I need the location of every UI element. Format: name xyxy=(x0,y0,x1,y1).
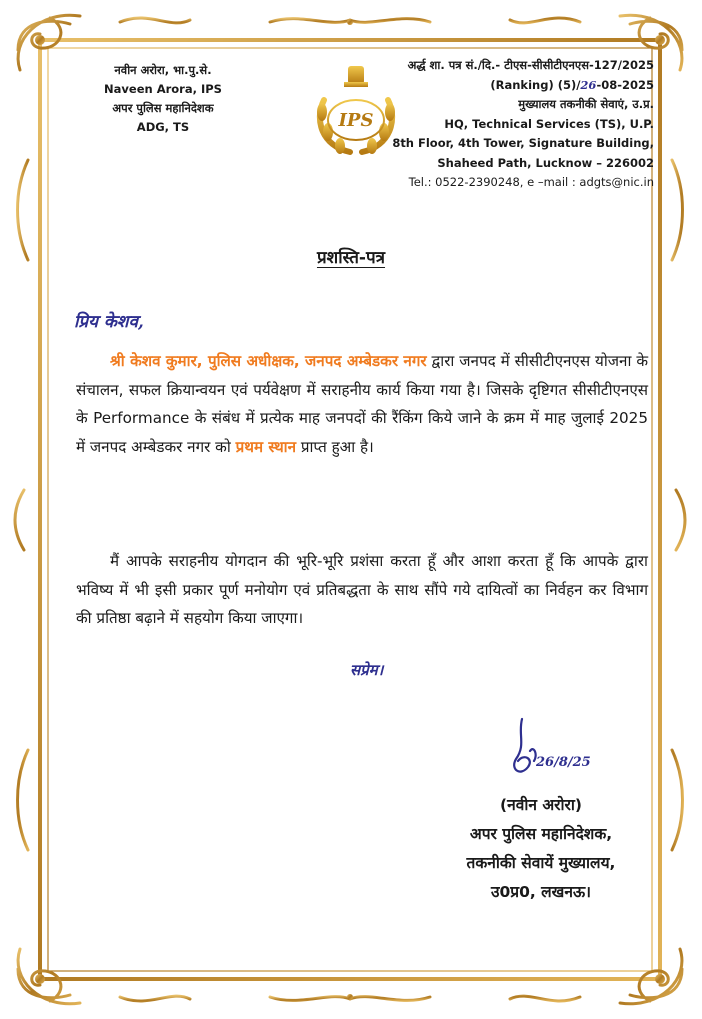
reference-line-2: (Ranking) (5)/26-08-2025 xyxy=(490,77,654,92)
address-line-2: HQ, Technical Services (TS), U.P. xyxy=(444,116,654,131)
signature-date: 26/8/25 xyxy=(536,755,591,770)
officer-block xyxy=(78,61,248,137)
officer-name-hindi: नवीन अरोरा, भा.पु.से. xyxy=(114,63,212,77)
reference-line-1: अर्द्ध शा. पत्र सं./दि.- टीएस-सीसीटीएनएस-127/2025 xyxy=(407,58,654,72)
address-line-4: Shaheed Path, Lucknow – 226002 xyxy=(437,155,654,170)
recipient-highlight: श्री केशव कुमार, पुलिस अधीक्षक, जनपद अम्बेडकर नगर xyxy=(110,352,427,370)
officer-name-english: Naveen Arora, IPS xyxy=(104,82,222,96)
body-paragraph-1: श्री केशव कुमार, पुलिस अधीक्षक, जनपद अम्बेडकर नगर द्वारा जनपद में सीसीटीएनएस योजना के संचालन, सफल क्रियान्वयन एवं पर्यवेक्षण में सराहनीय कार्य किया गया है। जिसके दृष्टिगत सीसीटीएनएस के Performance के संबंध में प्रत्येक माह जनपदों की रैंकिंग किये जाने के क्रम में माह जुलाई 2025 में जनपद अम्बेडकर नगर को प्रथम स्थान प्राप्त हुआ है। xyxy=(76,352,648,456)
signature-scribble xyxy=(500,715,600,785)
closing: सप्रेम। xyxy=(350,661,384,679)
signature xyxy=(500,715,600,785)
salutation: प्रिय केशव, xyxy=(74,312,144,332)
officer-designation-english: ADG, TS xyxy=(136,120,190,134)
officer-designation-hindi: अपर पुलिस महानिदेशक xyxy=(112,101,214,115)
signatory-office: तकनीकी सेवायें मुख्यालय, xyxy=(466,854,616,872)
signatory-designation: अपर पुलिस महानिदेशक, xyxy=(469,825,613,843)
signatory-name: (नवीन अरोरा) xyxy=(500,796,582,814)
reference-block xyxy=(392,56,654,193)
signatory-place: उ0प्र0, लखनऊ। xyxy=(490,883,591,901)
address-line-3: 8th Floor, 4th Tower, Signature Building, xyxy=(392,136,654,150)
rank-highlight: प्रथम स्थान xyxy=(235,437,297,456)
handwritten-date: 26 xyxy=(580,77,597,92)
body-paragraph-2: मैं आपके सराहनीय योगदान की भूरि-भूरि प्रशंसा करता हूँ और आशा करता हूँ कि आपके द्वारा भविष्य में भी इसी प्रकार पूर्ण मनोयोग एवं प्रतिबद्धता के साथ सौंपे गये दायित्वों का निर्वहन कर विभाग की प्रतिष्ठा बढ़ाने में सहयोग किया जाएगा। xyxy=(76,552,648,627)
certificate-title: प्रशस्ति-पत्र xyxy=(316,248,386,268)
contact-line: Tel.: 0522-2390248, e –mail : adgts@nic.in xyxy=(408,175,654,189)
address-line-1: मुख्यालय तकनीकी सेवाएं, उ.प्र. xyxy=(518,97,654,111)
ips-emblem-text: IPS xyxy=(338,110,374,131)
signatory-block xyxy=(430,791,652,907)
ips-emblem xyxy=(310,60,402,160)
